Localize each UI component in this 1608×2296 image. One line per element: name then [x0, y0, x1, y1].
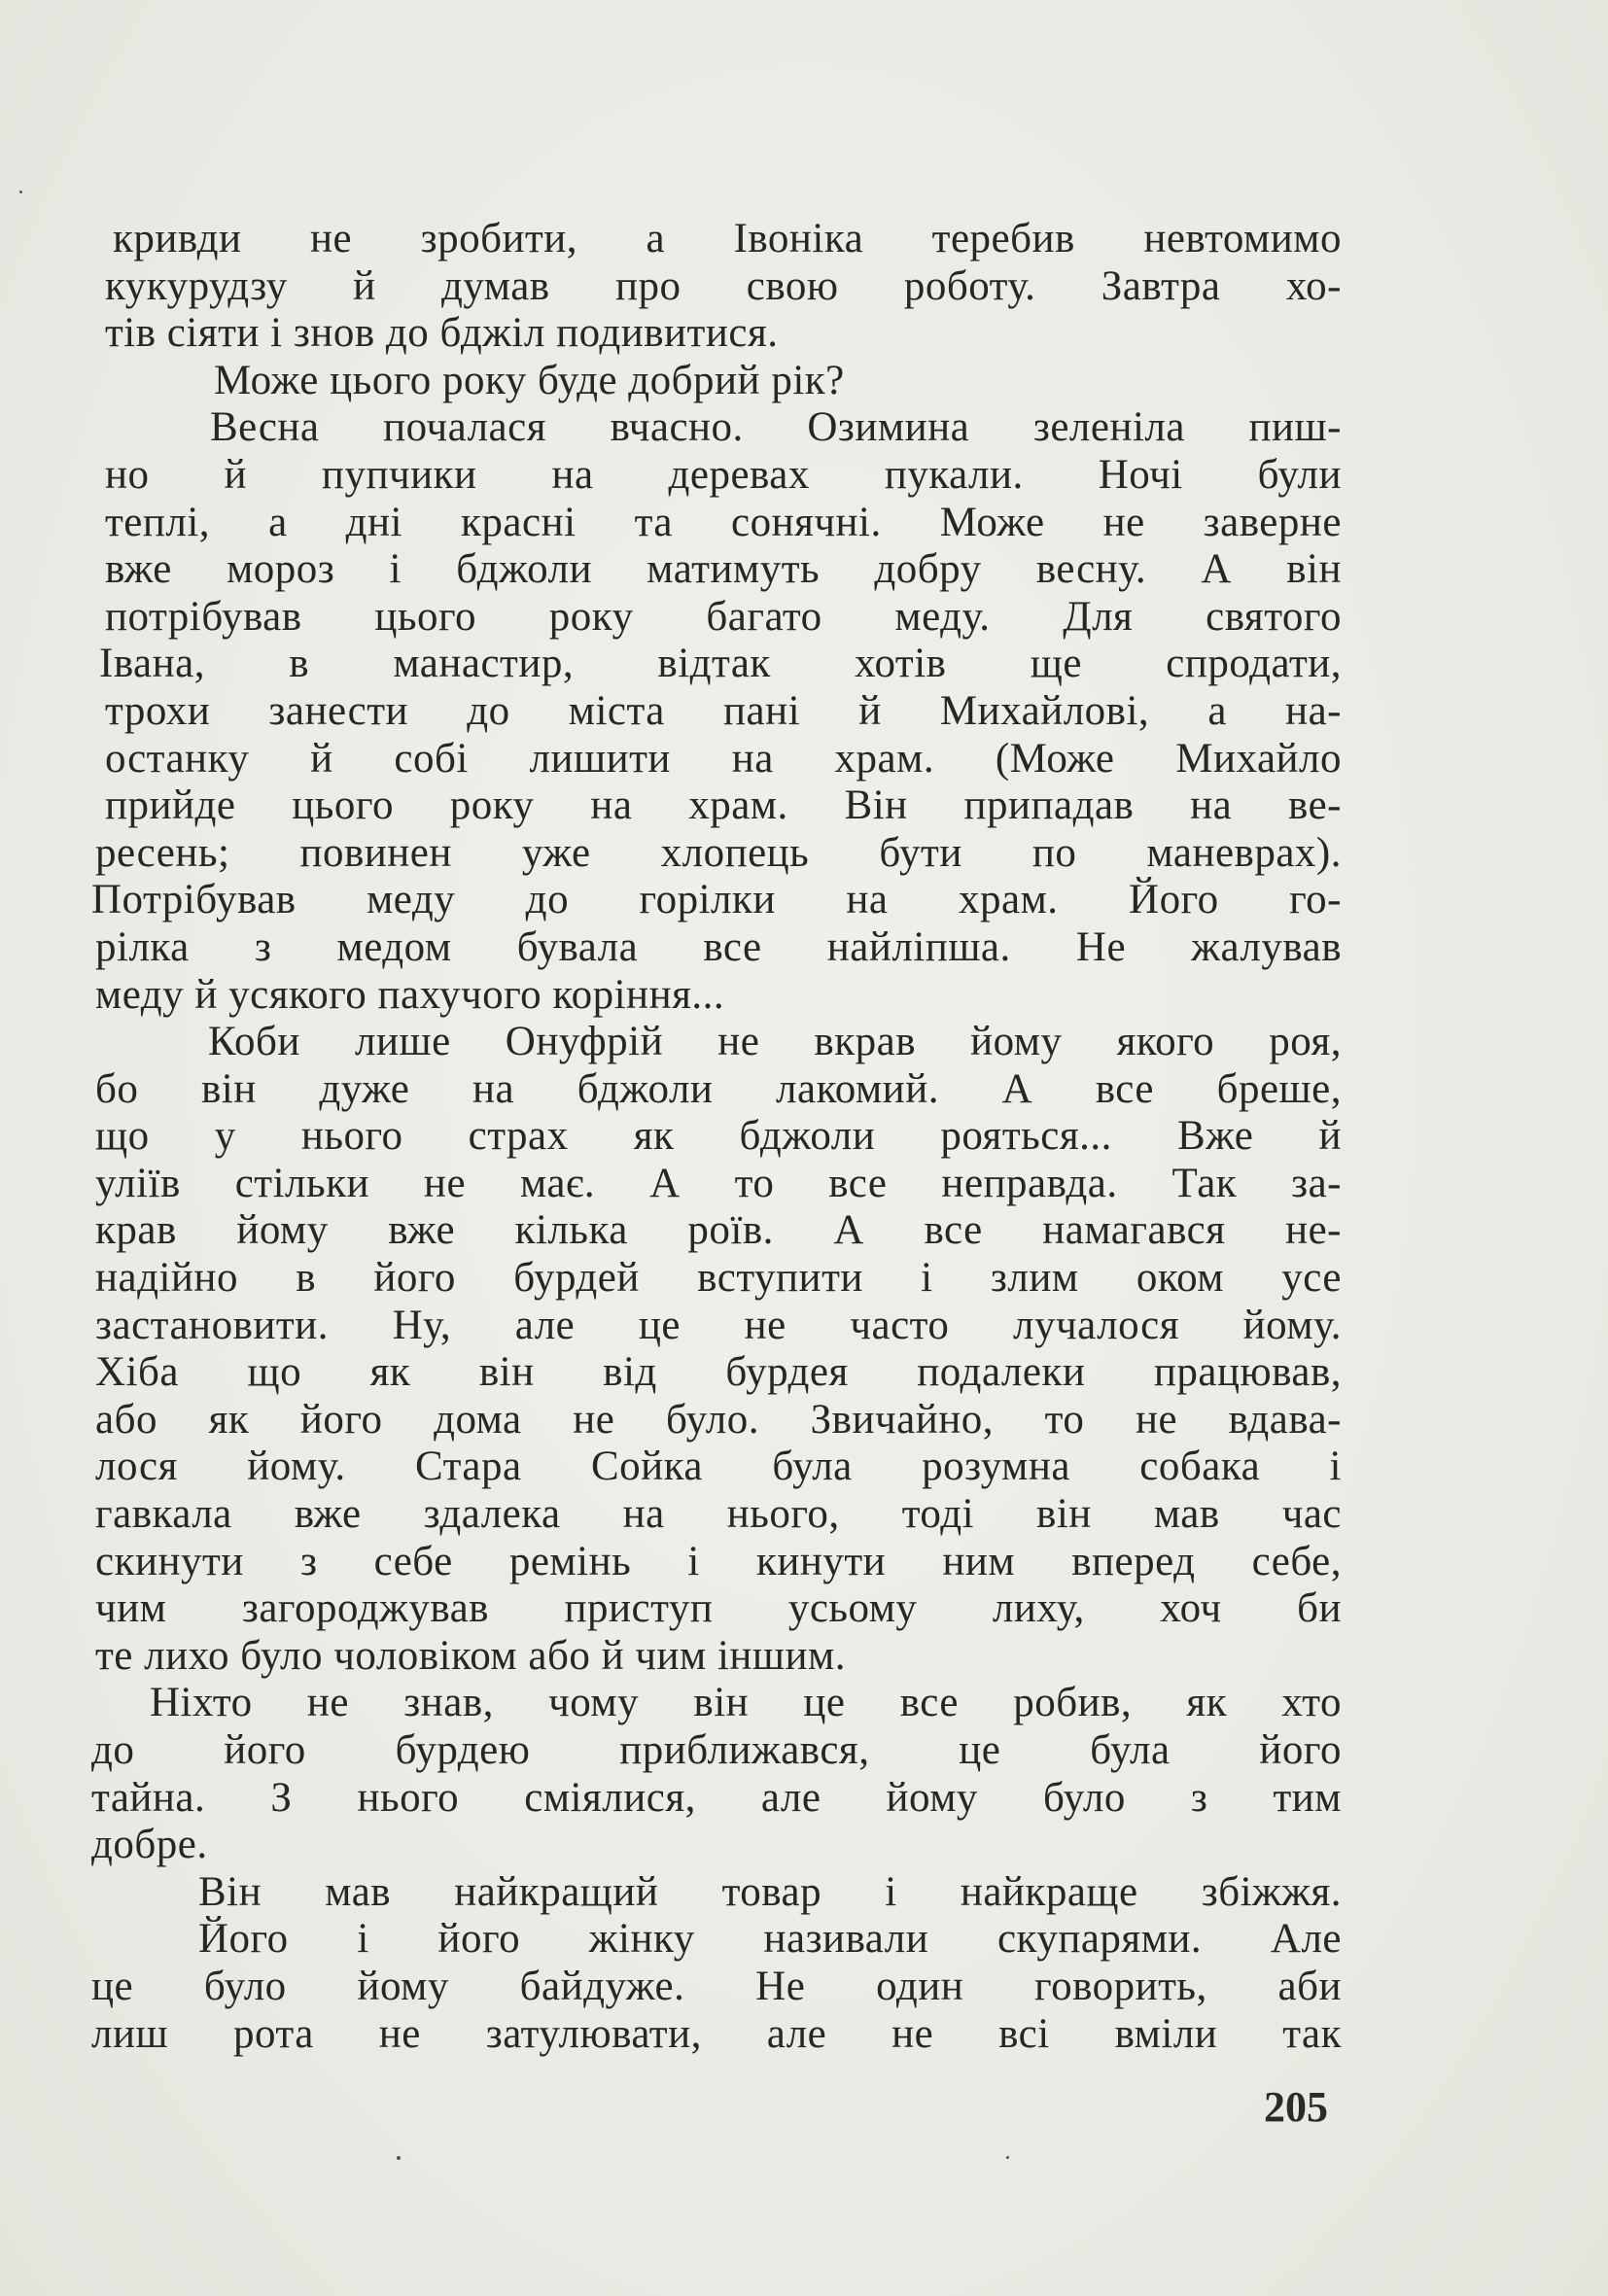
text-line: те лихо було чоловіком або й чим іншим.	[95, 1632, 846, 1679]
text-line: вже мороз і бджоли матимуть добру весну. А він	[105, 546, 1342, 593]
text-line: лиш рота не затулювати, але не всі вміли так	[91, 2010, 1342, 2057]
text-line: кукурудзу й думав про свою роботу. Завтра хо-	[105, 262, 1342, 309]
text-line: гавкала вже здалека на нього, тоді він мав час	[95, 1491, 1342, 1538]
text-line: трохи занести до міста пані й Михайлові, а на-	[105, 687, 1342, 734]
text-line: но й пупчики на деревах пукали. Ночі були	[105, 451, 1342, 498]
print-speck	[1006, 2156, 1009, 2159]
text-line: рілка з медом бувала все найліпша. Не жалував	[95, 923, 1342, 970]
text-line: Його і його жінку називали скупарями. Але	[198, 1916, 1342, 1963]
text-line: ресень; повинен уже хлопець бути по маневрах).	[95, 829, 1342, 876]
text-line: кривди не зробити, а Івоніка теребив невтомимо	[113, 216, 1342, 261]
text-line: це було йому байдуже. Не один говорить, аби	[91, 1963, 1342, 2009]
text-line: надійно в його бурдей вступити і злим оком усе	[95, 1255, 1342, 1302]
text-line: Хіба що як він від бурдея подалеки працював,	[95, 1349, 1342, 1396]
text-line: добре.	[91, 1822, 208, 1868]
text-line: прийде цього року на храм. Він припадав на ве-	[105, 783, 1342, 829]
text-line: тайна. З нього сміялися, але йому було з тим	[91, 1774, 1342, 1821]
text-line: теплі, а дні красні та сонячні. Може не заверне	[105, 499, 1342, 545]
text-line: Весна почалася вчасно. Озимина зеленіла пиш-	[210, 404, 1342, 451]
text-line: застановити. Ну, але це не часто лучалося йому.	[95, 1302, 1342, 1348]
text-line: уліїв стільки не має. А то все неправда. Так за-	[95, 1160, 1342, 1206]
text-line: до його бурдею приближався, це була його	[91, 1727, 1342, 1773]
text-line: останку й собі лишити на храм. (Може Михайло	[105, 735, 1342, 782]
text-line: скинути з себе ремінь і кинути ним вперед себе,	[95, 1538, 1342, 1584]
text-line: що у нього страх як бджоли рояться... Вже й	[95, 1113, 1342, 1160]
text-line: Ніхто не знав, чому він це все робив, як хто	[150, 1680, 1342, 1726]
text-line: Він мав найкращий товар і найкраще збіжжя.	[198, 1868, 1342, 1915]
text-line: чим загороджував приступ усьому лиху, хоч би	[95, 1585, 1342, 1632]
text-line: бо він дуже на бджоли лакомий. А все бреше,	[95, 1065, 1342, 1112]
text-line: лося йому. Стара Сойка була розумна собака і	[95, 1444, 1342, 1490]
text-line: меду й усякого пахучого коріння...	[95, 971, 725, 1018]
print-speck	[397, 2156, 401, 2160]
text-line: тів сіяти і знов до бджіл подивитися.	[105, 310, 779, 357]
text-line: Потрібував меду до горілки на храм. Його го-	[91, 877, 1342, 923]
text-line: Івана, в манастир, відтак хотів ще спродати,	[99, 641, 1342, 687]
text-line: крав йому вже кілька роїв. А все намагався не-	[95, 1207, 1342, 1254]
page-number: 205	[1264, 2083, 1328, 2131]
text-line: Коби лише Онуфрій не вкрав йому якого роя,	[208, 1019, 1342, 1065]
text-line: Може цього року буде добрий рік?	[214, 357, 845, 403]
text-line: або як його дома не було. Звичайно, то не вдава-	[95, 1396, 1342, 1443]
text-line: потрібував цього року багато меду. Для святого	[105, 593, 1342, 640]
body-text	[91, 216, 1342, 2058]
print-speck	[19, 191, 22, 193]
